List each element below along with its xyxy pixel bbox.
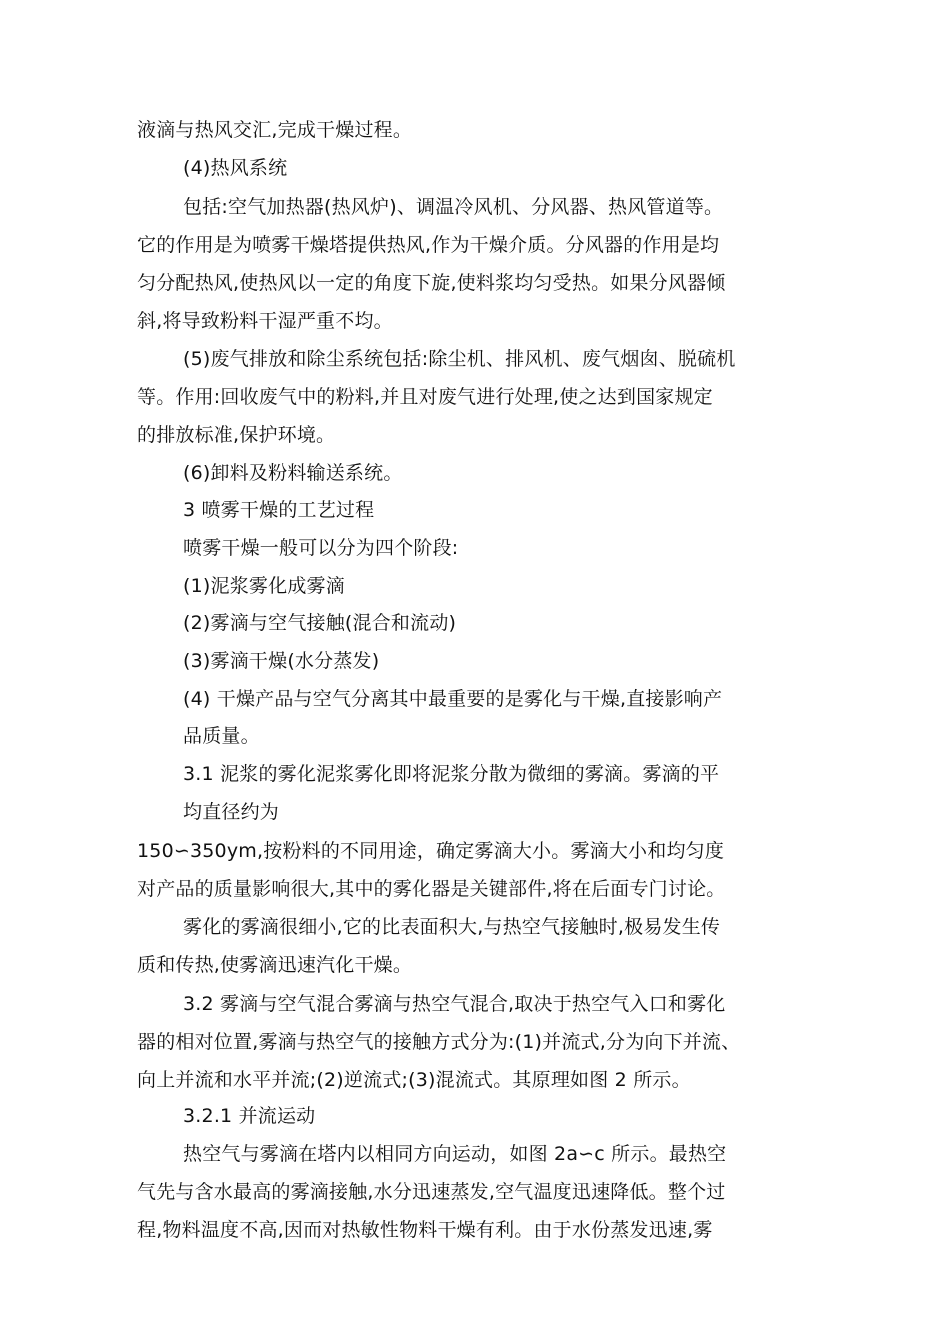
list-item: (1)泥浆雾化成雾滴 xyxy=(183,575,345,597)
text-line: 斜,将导致粉料干湿严重不均。 xyxy=(137,310,393,332)
text-line: 包括:空气加热器(热风炉)、调温冷风机、分风器、热风管道等。 xyxy=(183,196,724,218)
list-item: (3)雾滴干燥(水分蒸发) xyxy=(183,650,380,672)
section-heading-hot-air-system: (4)热风系统 xyxy=(183,157,288,179)
text-line: 气先与含水最高的雾滴接触,水分迅速蒸发,空气温度迅速降低。整个过 xyxy=(137,1181,726,1203)
text-line: 雾化的雾滴很细小,它的比表面积大,与热空气接触时,极易发生传 xyxy=(183,916,721,938)
text-line: 热空气与雾滴在塔内以相同方向运动，如图 2a∽c 所示。最热空 xyxy=(183,1143,727,1165)
text-line: 程,物料温度不高,因而对热敏性物料干燥有利。由于水份蒸发迅速,雾 xyxy=(137,1219,713,1241)
text-line: 液滴与热风交汇,完成干燥过程。 xyxy=(137,119,413,141)
text-line: 匀分配热风,使热风以一定的角度下旋,使料浆均匀受热。如果分风器倾 xyxy=(137,272,726,294)
section-heading-unloading-system: (6)卸料及粉料输送系统。 xyxy=(183,462,403,484)
text-line: 等。作用:回收废气中的粉料,并且对废气进行处理,使之达到国家规定 xyxy=(137,386,713,408)
text-line: 品质量。 xyxy=(183,725,260,747)
list-item: (4) 干燥产品与空气分离其中最重要的是雾化与干燥,直接影响产 xyxy=(183,688,723,710)
text-line: 150∽350ym,按粉料的不同用途，确定雾滴大小。雾滴大小和均匀度 xyxy=(137,840,725,862)
text-line: 的排放标准,保护环境。 xyxy=(137,424,336,446)
text-line: 对产品的质量影响很大,其中的雾化器是关键部件,将在后面专门讨论。 xyxy=(137,878,726,900)
text-line: 质和传热,使雾滴迅速汽化干燥。 xyxy=(137,954,413,976)
text-line: (5)废气排放和除尘系统包括:除尘机、排风机、废气烟囱、脱硫机 xyxy=(183,348,736,370)
text-line: 它的作用是为喷雾干燥塔提供热风,作为干燥介质。分风器的作用是均 xyxy=(137,234,720,256)
text-line: 喷雾干燥一般可以分为四个阶段: xyxy=(183,537,459,559)
section-heading-droplet-air-mixing: 3.2 雾滴与空气混合雾滴与热空气混合,取决于热空气入口和雾化 xyxy=(183,993,726,1015)
text-line: 均直径约为 xyxy=(183,801,280,823)
text-line: 向上并流和水平并流;(2)逆流式;(3)混流式。其原理如图 2 所示。 xyxy=(137,1069,691,1091)
text-line: 器的相对位置,雾滴与热空气的接触方式分为:(1)并流式,分为向下并流、 xyxy=(137,1031,741,1053)
list-item: (2)雾滴与空气接触(混合和流动) xyxy=(183,612,457,634)
section-heading-atomization: 3.1 泥浆的雾化泥浆雾化即将泥浆分散为微细的雾滴。雾滴的平 xyxy=(183,763,720,785)
section-heading-cocurrent-flow: 3.2.1 并流运动 xyxy=(183,1105,316,1127)
section-heading-spray-drying-process: 3 喷雾干燥的工艺过程 xyxy=(183,499,375,521)
